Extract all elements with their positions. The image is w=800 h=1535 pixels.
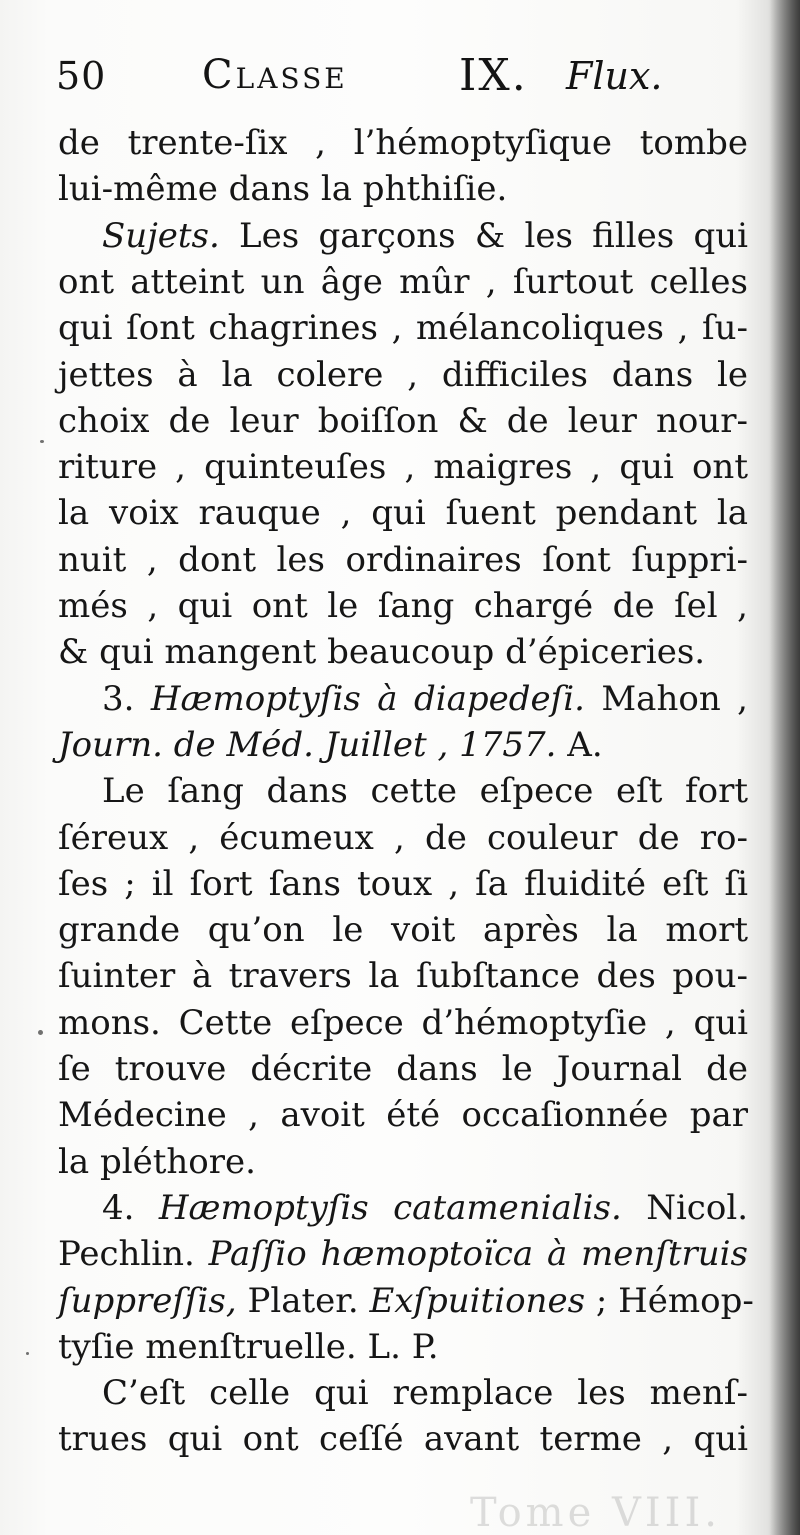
italic-text: Sujets. [102, 215, 220, 256]
line-text: Le ſang dans cette eſpece eſt fort [102, 771, 748, 812]
text-line [58, 1370, 748, 1416]
text-line [58, 398, 748, 444]
text-line [58, 537, 748, 583]
line-text: jettes à la colere , difficiles dans le [58, 354, 748, 395]
line-text: ſes ; il ſort ſans toux , ſa fluidité eſt ſi [58, 863, 748, 904]
italic-text: Hæmoptyſis catamenialis. [158, 1187, 622, 1228]
line-text: qui ſont chagrines , mélancoliques , ſu- [58, 308, 748, 349]
italic-text: Exſpuitiones [369, 1280, 586, 1321]
paper-speck [26, 1352, 29, 1355]
line-text: 3. [102, 678, 151, 719]
paper-speck [40, 440, 44, 443]
line-text: nuit , dont les ordinaires ſont ſuppri- [58, 539, 748, 580]
text-line [58, 629, 748, 675]
text-line [58, 1046, 748, 1092]
line-text: A. [556, 724, 603, 765]
italic-text: ſuppreſſis, [58, 1280, 237, 1321]
text-line [58, 1092, 748, 1138]
italic-text: Hæmoptyſis à diapedeſi. [150, 678, 585, 719]
text-line [58, 490, 748, 536]
paper-speck [38, 1030, 43, 1035]
line-text: tyſie menſtruelle. L. P. [58, 1326, 439, 1367]
text-line [58, 768, 748, 814]
line-text: grande qu’on le voit après la mort [58, 910, 748, 951]
text-line [58, 953, 748, 999]
spine-shadow [770, 0, 800, 1535]
text-line [58, 1231, 748, 1277]
text-line [58, 213, 748, 259]
line-text: de trente-ſix , l’hémoptyſique tombe [58, 123, 748, 163]
line-text: Pechlin. [58, 1234, 209, 1275]
text-line [58, 1416, 748, 1462]
line-text: la pléthore. [58, 1141, 256, 1182]
line-text: lui-même dans la phthiſie. [58, 169, 508, 210]
text-line [58, 583, 748, 629]
line-text: trues qui ont ceſſé avant terme , qui [58, 1419, 748, 1460]
line-text: choix de leur boiſſon & de leur nour- [58, 400, 748, 441]
class-label: Classe [202, 52, 348, 98]
page-number: 50 [56, 54, 107, 98]
line-text: Médecine , avoit été occaſionnée par [58, 1095, 748, 1136]
line-text: Mahon , [584, 678, 748, 719]
text-line [58, 444, 748, 490]
text-line [58, 259, 748, 305]
text-line [58, 1139, 748, 1185]
line-text: més , qui ont le ſang chargé de ſel , [58, 586, 748, 626]
line-text: C’eſt celle qui remplace les menſ- [102, 1373, 748, 1414]
text-line [58, 120, 748, 166]
text-line [58, 1324, 748, 1370]
line-text: & qui mangent beaucoup d’épiceries. [58, 632, 706, 673]
line-text: ſuinter à travers la ſubſtance des pou- [58, 956, 748, 997]
italic-text: Paſſio hæmoptoïca à menſtruis [208, 1234, 748, 1275]
text-line [58, 815, 748, 861]
text-line [58, 861, 748, 907]
line-text: ſéreux , écumeux , de couleur de ro- [58, 817, 748, 858]
line-text: la voix rauque , qui ſuent pendant la [58, 493, 748, 534]
text-line [58, 1000, 748, 1046]
line-text: Les garçons & les filles qui [219, 215, 748, 256]
text-line [58, 1185, 748, 1231]
line-text: ; Hémop- [585, 1280, 754, 1321]
text-line [58, 166, 748, 212]
class-number: IX. [459, 50, 528, 101]
line-text: 4. [102, 1187, 159, 1228]
italic-text: Journ. de Méd. Juillet , 1757. [58, 724, 557, 765]
line-text: ſe trouve décrite dans le Journal de [58, 1049, 748, 1089]
text-line [58, 1278, 754, 1324]
text-line [58, 676, 748, 722]
line-text: ont atteint un âge mûr , ſurtout celles [58, 261, 748, 302]
line-text: Nicol. [621, 1187, 749, 1228]
running-head [56, 48, 756, 108]
bleed-through-text: Tome VIII. [470, 1490, 721, 1535]
text-line [58, 907, 748, 953]
text-line [58, 305, 748, 351]
section-title: Flux. [566, 54, 663, 98]
text-line [58, 352, 748, 398]
line-text: mons. Cette eſpece d’hémoptyſie , qui [58, 1002, 748, 1043]
text-line [58, 722, 748, 768]
line-text: Plater. [236, 1280, 370, 1321]
line-text: riture , quinteuſes , maigres , qui ont [58, 447, 748, 488]
